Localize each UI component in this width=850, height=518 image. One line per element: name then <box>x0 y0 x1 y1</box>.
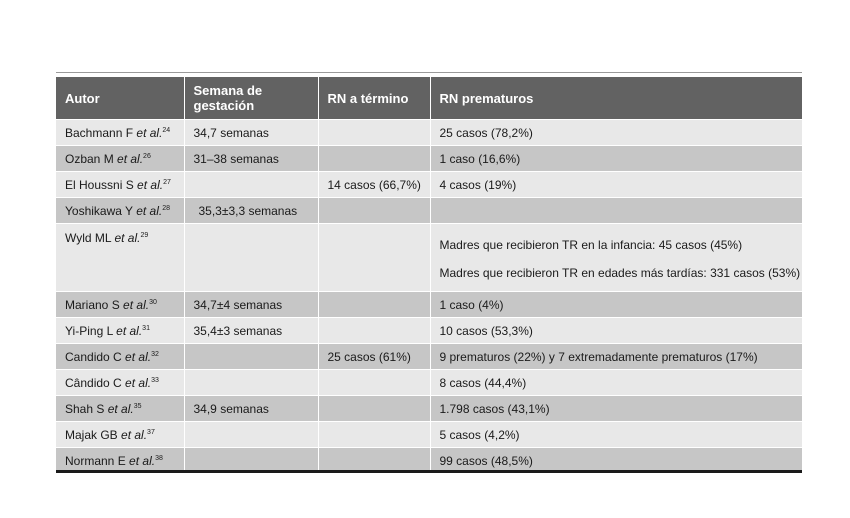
et-al: et al. <box>129 453 156 468</box>
week-cell <box>184 422 318 448</box>
et-al: et al. <box>123 297 150 312</box>
term-cell <box>318 146 430 172</box>
et-al: et al. <box>116 323 143 338</box>
reference-number: 35 <box>133 402 142 410</box>
author-cell <box>56 146 184 172</box>
table-body <box>56 120 802 474</box>
term-cell <box>318 422 430 448</box>
author-cell <box>56 224 184 292</box>
week-cell <box>184 344 318 370</box>
author-cell <box>56 172 184 198</box>
author-cell <box>56 422 184 448</box>
week-cell <box>184 370 318 396</box>
week-cell <box>184 172 318 198</box>
term-cell <box>318 198 430 224</box>
preterm-cell: 1 caso (16,6%) <box>430 146 802 172</box>
reference-number: 24 <box>162 126 171 134</box>
et-al: et al. <box>117 151 144 166</box>
week-cell: 31–38 semanas <box>184 146 318 172</box>
header-row <box>56 77 802 120</box>
author-name: Ozban M <box>65 151 114 166</box>
reference-number: 27 <box>163 178 171 186</box>
week-cell <box>184 224 318 292</box>
term-cell <box>318 318 430 344</box>
reference-number: 31 <box>142 324 150 332</box>
table-row <box>56 172 802 198</box>
preterm-cell: 99 casos (48,5%) <box>430 448 802 474</box>
header-rn-termino: RN a término <box>318 77 430 120</box>
author-cell <box>56 396 184 422</box>
author-cell <box>56 370 184 396</box>
table-row <box>56 198 802 224</box>
table-row <box>56 120 802 146</box>
author-name: Yi-Ping L <box>65 323 113 338</box>
author-cell <box>56 344 184 370</box>
term-cell <box>318 120 430 146</box>
preterm-cell: 10 casos (53,3%) <box>430 318 802 344</box>
author-name: Majak GB <box>65 427 118 442</box>
preterm-cell: 1 caso (4%) <box>430 292 802 318</box>
reference-number: 29 <box>140 232 149 239</box>
author-name: Wyld ML <box>65 231 112 245</box>
table-row <box>56 224 802 292</box>
author-cell <box>56 292 184 318</box>
preterm-cell: 1.798 casos (43,1%) <box>430 396 802 422</box>
table-row <box>56 396 802 422</box>
week-cell: 35,3±3,3 semanas <box>184 198 318 224</box>
author-cell <box>56 120 184 146</box>
preterm-cell <box>430 198 802 224</box>
reference-number: 37 <box>147 428 155 436</box>
table-container <box>56 77 802 473</box>
reference-number: 32 <box>151 350 159 358</box>
reference-number: 30 <box>149 298 157 306</box>
reference-number: 28 <box>162 204 170 212</box>
preterm-cell: 25 casos (78,2%) <box>430 120 802 146</box>
et-al: et al. <box>107 401 134 416</box>
et-al: et al. <box>125 349 152 364</box>
author-name: Mariano S <box>65 297 120 312</box>
author-cell <box>56 318 184 344</box>
preterm-line: Madres que recibieron TR en la infancia: 45 casos (45%) <box>439 237 743 252</box>
reference-number: 33 <box>151 376 159 384</box>
week-cell: 34,9 semanas <box>184 396 318 422</box>
author-name: Yoshikawa Y <box>65 203 133 218</box>
author-cell <box>56 198 184 224</box>
table-row <box>56 344 802 370</box>
term-cell: 14 casos (66,7%) <box>318 172 430 198</box>
author-name: Candido C <box>65 349 122 364</box>
top-rule <box>56 72 802 73</box>
header-semana: Semana de gestación <box>184 77 318 120</box>
term-cell <box>318 370 430 396</box>
reference-number: 26 <box>143 152 151 160</box>
table-row <box>56 292 802 318</box>
table-row <box>56 318 802 344</box>
author-name: Normann E <box>65 453 126 468</box>
table-row <box>56 146 802 172</box>
et-al: et al. <box>137 177 164 192</box>
preterm-cell <box>430 224 802 292</box>
preterm-cell: 4 casos (19%) <box>430 172 802 198</box>
header-rn-prematuros: RN prematuros <box>430 77 802 120</box>
week-cell: 34,7±4 semanas <box>184 292 318 318</box>
bottom-rule <box>56 470 802 473</box>
week-cell: 34,7 semanas <box>184 120 318 146</box>
week-cell: 35,4±3 semanas <box>184 318 318 344</box>
preterm-cell: 8 casos (44,4%) <box>430 370 802 396</box>
table-row <box>56 370 802 396</box>
et-al: et al. <box>114 231 141 245</box>
table-row <box>56 422 802 448</box>
author-name: El Houssni S <box>65 177 134 192</box>
term-cell <box>318 224 430 292</box>
et-al: et al. <box>125 375 152 390</box>
author-name: Bachmann F <box>65 125 134 140</box>
preterm-cell: 5 casos (4,2%) <box>430 422 802 448</box>
term-cell <box>318 292 430 318</box>
author-name: Cândido C <box>65 375 122 390</box>
et-al: et al. <box>136 203 163 218</box>
preterm-cell: 9 prematuros (22%) y 7 extremadamente prematuros (17%) <box>430 344 802 370</box>
reference-number: 38 <box>155 454 163 462</box>
author-name: Shah S <box>65 401 105 416</box>
term-cell: 25 casos (61%) <box>318 344 430 370</box>
term-cell <box>318 396 430 422</box>
header-autor: Autor <box>56 77 184 120</box>
preterm-line: Madres que recibieron TR en edades más tardías: 331 casos (53%) <box>439 265 801 280</box>
et-al: et al. <box>136 125 163 140</box>
studies-table <box>56 77 802 473</box>
table-header <box>56 77 802 120</box>
et-al: et al. <box>121 427 148 442</box>
